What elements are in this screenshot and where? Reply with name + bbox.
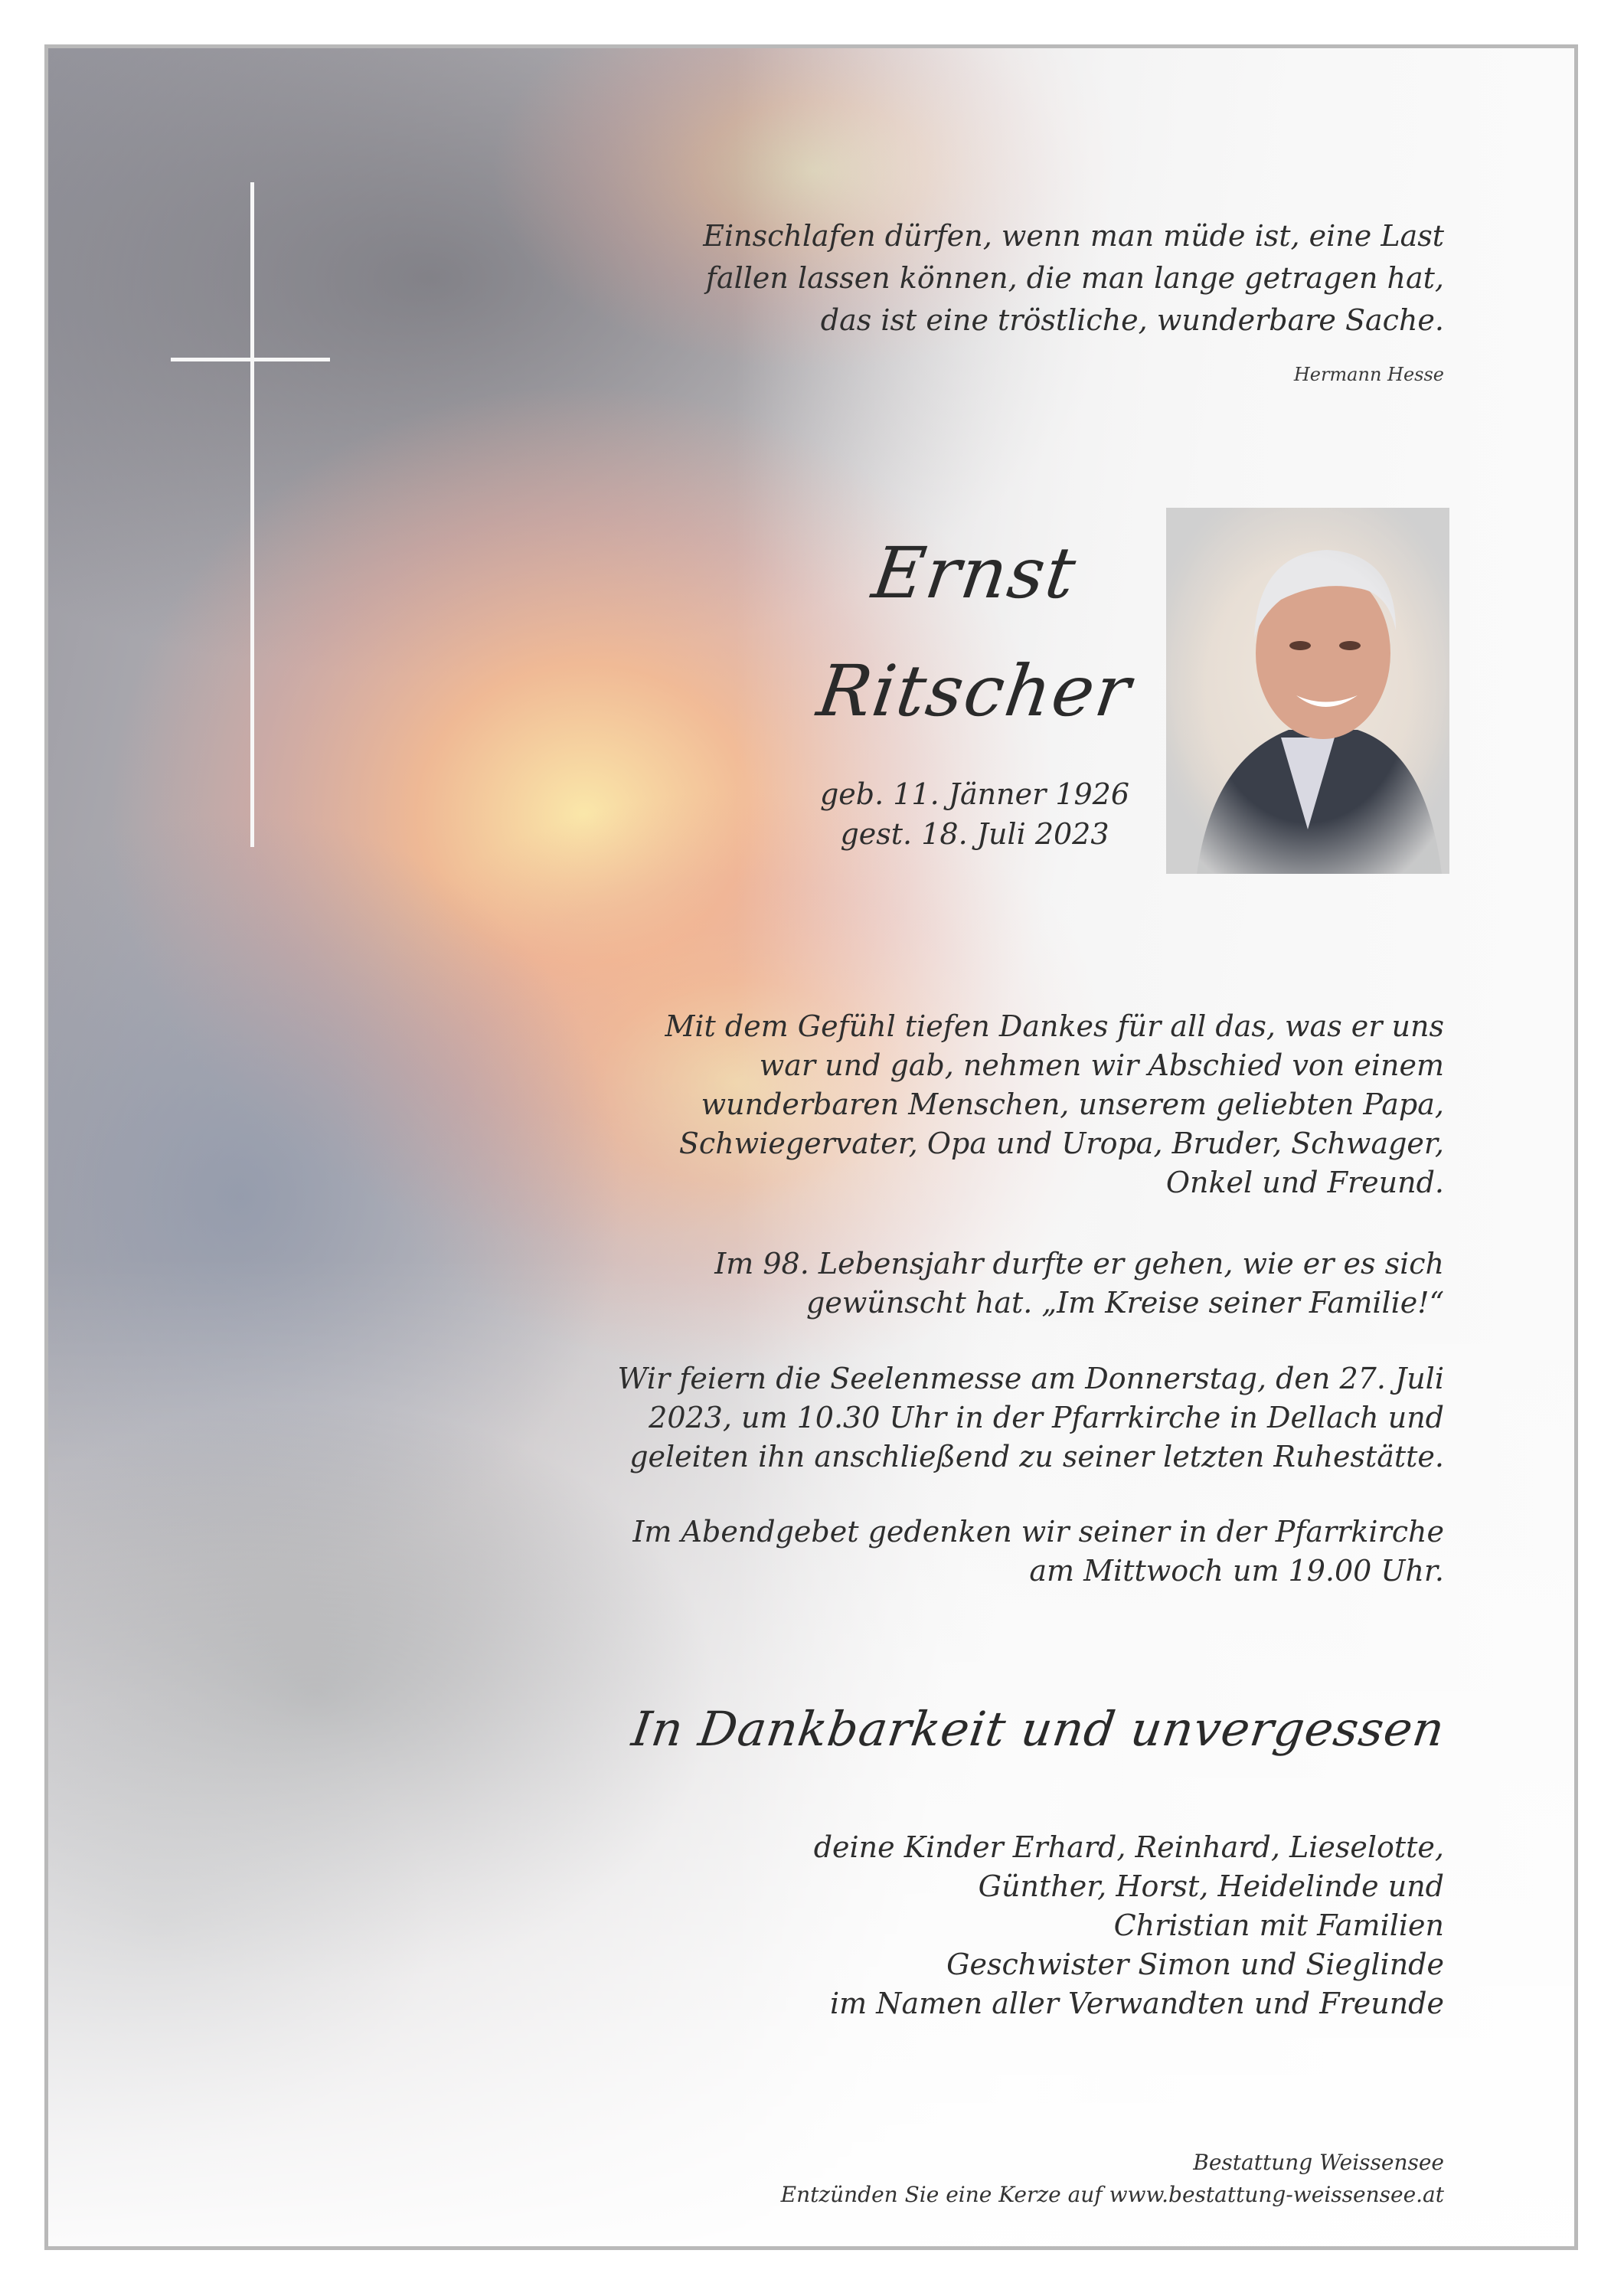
- quote: [602, 215, 1444, 342]
- tagline: In Dankbarkeit und unvergessen: [628, 1701, 1449, 1757]
- notice-line: Schwiegervater, Opa und Uropa, Bruder, Schwager,: [678, 1127, 1444, 1160]
- candle-link-text[interactable]: Entzünden Sie eine Kerze auf www.bestattung-weissensee.at: [780, 2182, 1444, 2207]
- cross-icon-bar: [171, 358, 330, 361]
- notice-line: Im Abendgebet gedenken wir seiner in der Pfarrkirche: [632, 1515, 1444, 1549]
- family-line: deine Kinder Erhard, Reinhard, Lieselotte,: [813, 1830, 1444, 1864]
- obituary-card: [44, 44, 1578, 2250]
- notice-paragraph-2: [602, 1244, 1444, 1323]
- birth-date: geb. 11. Jänner 1926: [819, 777, 1130, 811]
- notice-line: Wir feiern die Seelenmesse am Donnerstag, den 27. Juli: [617, 1362, 1444, 1395]
- cross-icon: [250, 182, 254, 847]
- death-date: gest. 18. Juli 2023: [840, 817, 1109, 851]
- notice-line: am Mittwoch um 19.00 Uhr.: [1029, 1554, 1444, 1588]
- notice-paragraph-4: [602, 1513, 1444, 1591]
- notice-paragraph-3: [602, 1359, 1444, 1477]
- footer: [781, 2147, 1444, 2211]
- portrait-photo: [1166, 508, 1449, 874]
- family-line: Geschwister Simon und Sieglinde: [946, 1948, 1444, 1981]
- funeral-company: Bestattung Weissensee: [1193, 2150, 1444, 2175]
- last-name: Ritscher: [812, 650, 1137, 732]
- family-list: [602, 1828, 1444, 2023]
- quote-author: Hermann Hesse: [1293, 364, 1444, 385]
- notice-line: Mit dem Gefühl tiefen Dankes für all das, was er uns: [665, 1009, 1444, 1043]
- family-line: Günther, Horst, Heidelinde und: [978, 1869, 1444, 1903]
- notice-line: gewünscht hat. „Im Kreise seiner Familie!“: [806, 1286, 1444, 1320]
- life-dates: [737, 774, 1212, 854]
- notice-line: 2023, um 10.30 Uhr in der Pfarrkirche in Dellach und: [649, 1401, 1444, 1434]
- notice-line: Onkel und Freund.: [1165, 1166, 1444, 1199]
- quote-line: Einschlafen dürfen, wenn man müde ist, eine Last: [703, 219, 1444, 253]
- notice-line: war und gab, nehmen wir Abschied von einem: [759, 1048, 1444, 1082]
- family-line: im Namen aller Verwandten und Freunde: [830, 1987, 1444, 2020]
- notice-paragraph-1: [602, 1007, 1444, 1202]
- notice-line: Im 98. Lebensjahr durfte er gehen, wie er es sich: [714, 1247, 1444, 1280]
- first-name: Ernst: [868, 532, 1082, 614]
- notice-line: wunderbaren Menschen, unserem geliebten Papa,: [701, 1087, 1444, 1121]
- quote-line: das ist eine tröstliche, wunderbare Sache.: [820, 303, 1444, 337]
- family-line: Christian mit Familien: [1113, 1908, 1444, 1942]
- notice-line: geleiten ihn anschließend zu seiner letzten Ruhestätte.: [629, 1440, 1444, 1473]
- quote-line: fallen lassen können, die man lange getragen hat,: [705, 261, 1444, 295]
